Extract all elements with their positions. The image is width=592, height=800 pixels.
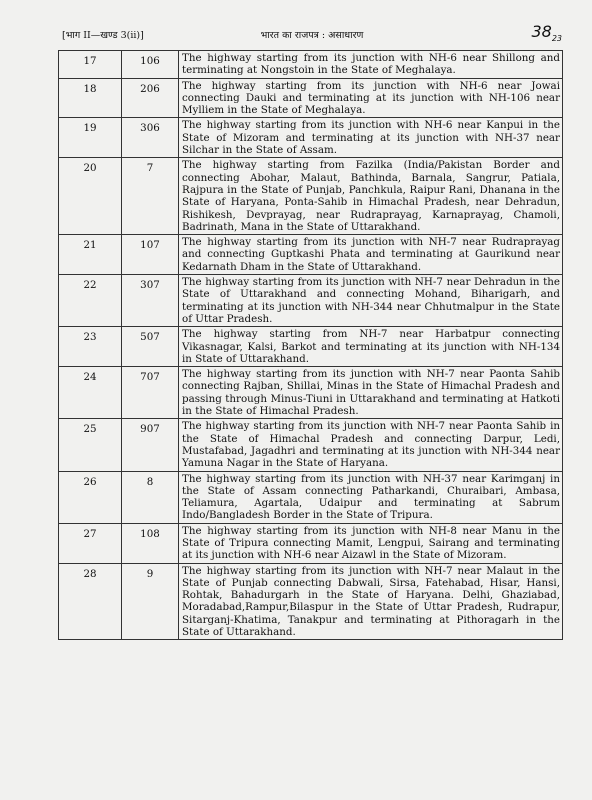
description-cell: The highway starting from its junction with NH-7 near Malaut in the State of Punjab connecting Dabwali, Sirsa, Fatehabad, Hisar, Hansi, Rohtak, Bahadurgarh in the State of Haryana. Delhi, Ghaziabad, Moradabad,Rampur,Bilaspur in the State of Uttar Pradesh, Rudrapur, Sitarganj-Khatima, Tanakpur and terminating at Pithoragarh in the State of Uttarakhand. — [179, 563, 563, 640]
sl-cell: 21 — [59, 235, 122, 275]
sl-cell: 18 — [59, 78, 122, 118]
table-row — [59, 78, 563, 118]
sl-cell: 26 — [59, 471, 122, 523]
description-cell: The highway starting from its junction with NH-7 near Paonta Sahib connecting Rajban, Shillai, Minas in the State of Himachal Pradesh and passing through Minus-Tiuni in Uttarakhand and terminating at Hatkoti in the State of Himachal Pradesh. — [179, 367, 563, 419]
nh-number-cell: 206 — [122, 78, 179, 118]
table-row — [59, 275, 563, 327]
nh-number-cell: 306 — [122, 118, 179, 158]
sl-cell: 24 — [59, 367, 122, 419]
nh-number-cell: 107 — [122, 235, 179, 275]
description-cell: The highway starting from its junction with NH-6 near Shillong and terminating at Nongstoin in the State of Meghalaya. — [179, 51, 563, 79]
highway-table — [58, 50, 563, 640]
nh-number-cell: 9 — [122, 563, 179, 640]
table-row — [59, 419, 563, 471]
description-cell: The highway starting from its junction with NH-7 near Dehradun in the State of Uttarakhand and connecting Mohand, Biharigarh, and terminating at its junction with NH-344 near Chhutmalpur in the State of Uttar Pradesh. — [179, 275, 563, 327]
page-number — [531, 22, 562, 43]
table-row — [59, 327, 563, 367]
table-row — [59, 235, 563, 275]
nh-number-cell: 7 — [122, 158, 179, 235]
description-cell: The highway starting from NH-7 near Harbatpur connecting Vikasnagar, Kalsi, Barkot and terminating at its junction with NH-134 in State of Uttarakhand. — [179, 327, 563, 367]
sl-cell: 25 — [59, 419, 122, 471]
sl-cell: 20 — [59, 158, 122, 235]
page-number-main: 38 — [531, 22, 552, 41]
nh-number-cell: 907 — [122, 419, 179, 471]
highway-table-body — [59, 51, 563, 640]
nh-number-cell: 8 — [122, 471, 179, 523]
table-row — [59, 118, 563, 158]
description-cell: The highway starting from its junction with NH-6 near Jowai connecting Dauki and terminating at its junction with NH-106 near Mylliem in the State of Meghalaya. — [179, 78, 563, 118]
table-row — [59, 471, 563, 523]
page-header — [62, 22, 562, 42]
page-number-sub: 23 — [551, 34, 562, 44]
nh-number-cell: 108 — [122, 523, 179, 563]
description-cell: The highway starting from Fazilka (India/Pakistan Border and connecting Abohar, Malaut, Bathinda, Barnala, Sangrur, Patiala, Rajpura in the State of Punjab, Panchkula, Raipur Rani, Dhanana in the State of Haryana, Ponta-Sahib in Himachal Pradesh, near Dehradun, Rishikesh, Devprayag, near Rudraprayag, Karnaprayag, Chamoli, Badrinath, Mana in the State of Uttarakhand. — [179, 158, 563, 235]
table-row — [59, 523, 563, 563]
nh-number-cell: 507 — [122, 327, 179, 367]
description-cell: The highway starting from its junction with NH-7 near Paonta Sahib in the State of Himachal Pradesh and connecting Darpur, Ledi, Mustafabad, Jagadhri and terminating at its junction with NH-344 near Yamuna Nagar in the State of Haryana. — [179, 419, 563, 471]
part-section-label: [भाग II—खण्ड 3(ii)] — [62, 30, 144, 41]
table-row — [59, 563, 563, 640]
description-cell: The highway starting from its junction with NH-8 near Manu in the State of Tripura connecting Mamit, Lengpui, Sairang and terminating at its junction with NH-6 near Aizawl in the State of Mizoram. — [179, 523, 563, 563]
table-row — [59, 158, 563, 235]
nh-number-cell: 707 — [122, 367, 179, 419]
gazette-title: भारत का राजपत्र : असाधारण — [260, 30, 364, 41]
nh-number-cell: 106 — [122, 51, 179, 79]
nh-number-cell: 307 — [122, 275, 179, 327]
table-row — [59, 367, 563, 419]
sl-cell: 23 — [59, 327, 122, 367]
description-cell: The highway starting from its junction with NH-7 near Rudraprayag and connecting Guptkashi Phata and terminating at Gaurikund near Kedarnath Dham in the State of Uttarakhand. — [179, 235, 563, 275]
sl-cell: 17 — [59, 51, 122, 79]
sl-cell: 22 — [59, 275, 122, 327]
sl-cell: 27 — [59, 523, 122, 563]
sl-cell: 28 — [59, 563, 122, 640]
sl-cell: 19 — [59, 118, 122, 158]
description-cell: The highway starting from its junction with NH-6 near Kanpui in the State of Mizoram and terminating at its junction with NH-37 near Silchar in the State of Assam. — [179, 118, 563, 158]
description-cell: The highway starting from its junction with NH-37 near Karimganj in the State of Assam connecting Patharkandi, Churaibari, Ambasa, Teliamura, Agartala, Udaipur and terminating at Sabrum Indo/Bangladesh Border in the State of Tripura. — [179, 471, 563, 523]
table-row — [59, 51, 563, 79]
